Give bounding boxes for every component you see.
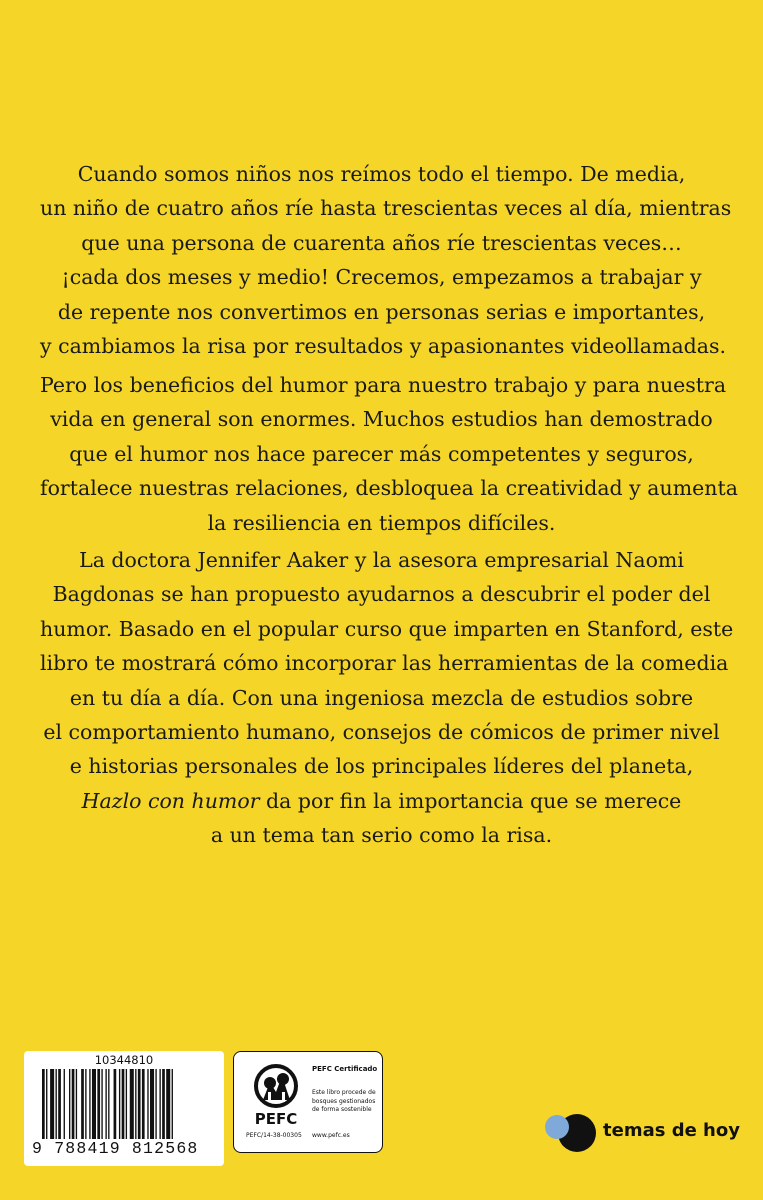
text-line: e historias personales de los principales líderes del planeta, — [69, 754, 694, 779]
barcode-bar — [50, 1069, 54, 1139]
barcode-bar — [122, 1069, 125, 1139]
barcode-bar — [89, 1069, 90, 1139]
text-line: en tu día a día. Con una ingeniosa mezcla de estudios sobre — [69, 685, 694, 710]
text-line: de repente nos convertimos en personas serias e importantes, — [57, 299, 706, 324]
barcode-bar — [119, 1069, 120, 1139]
barcode-bar — [76, 1069, 77, 1139]
blurb-paragraph-1 — [40, 157, 732, 363]
text-line: Pero los beneficios del humor para nuestro trabajo y para nuestra — [40, 373, 727, 397]
barcode-bar — [58, 1069, 61, 1139]
pefc-logo-text: PEFC — [254, 1110, 298, 1128]
text-line: fortalece nuestras relaciones, desbloquea la creatividad y aumenta — [40, 476, 738, 501]
barcode-bar — [147, 1069, 148, 1139]
blurb-paragraph-2 — [40, 368, 738, 540]
barcode-label — [24, 1051, 224, 1166]
barcode-bar — [114, 1069, 117, 1139]
barcode-bar — [72, 1069, 75, 1139]
barcode-bar — [166, 1069, 170, 1139]
barcode-bar — [105, 1069, 106, 1139]
text-line: Cuando somos niños nos reímos todo el tiempo. De media, — [77, 162, 686, 186]
barcode-isbn: 9 788419 812568 — [32, 1139, 199, 1158]
text-line: La doctora Jennifer Aaker y la asesora empresarial Naomi — [79, 548, 684, 572]
barcode-bar — [42, 1069, 45, 1139]
barcode-bar — [142, 1069, 145, 1139]
pefc-logo — [246, 1062, 306, 1130]
publisher-name: temas de hoy — [603, 1120, 740, 1141]
barcode-bar — [155, 1069, 156, 1139]
barcode-bar — [97, 1069, 100, 1139]
text-line: y cambiamos la risa por resultados y apasionantes videollamadas. — [40, 334, 727, 359]
barcode-bar — [126, 1069, 127, 1139]
barcode-bar — [101, 1069, 102, 1139]
text-line: que una persona de cuarenta años ríe trescientas veces… — [81, 230, 682, 255]
pefc-description: Este libro procede de bosques gestionados de forma sostenible — [312, 1089, 376, 1113]
barcode-bar — [172, 1069, 173, 1139]
barcode-bar — [46, 1069, 47, 1139]
text-line: Bagdonas se han propuesto ayudarnos a descubrir el poder del — [52, 582, 711, 607]
blurb-paragraph-3 — [40, 543, 734, 853]
barcode-bar — [150, 1069, 154, 1139]
text-line: la resiliencia en tiempos difíciles. — [207, 510, 556, 535]
text-line: ¡cada dos meses y medio! Crecemos, empezamos a trabajar y — [61, 265, 702, 290]
barcode-bar — [138, 1069, 141, 1139]
text-line: humor. Basado en el popular curso que imparten en Stanford, este — [40, 616, 734, 641]
text-line — [40, 784, 723, 818]
barcode-bar — [108, 1069, 109, 1139]
pefc-code: PEFC/14-38-00305 — [246, 1132, 302, 1139]
pefc-certified: PEFC Certificado — [312, 1065, 378, 1073]
barcode-bar — [162, 1069, 165, 1139]
barcode-bars — [42, 1069, 216, 1139]
text-line: a un tema tan serio como la risa. — [210, 823, 553, 848]
text-line: un niño de cuatro años ríe hasta trescientas veces al día, mientras — [40, 196, 732, 221]
barcode-bar — [56, 1069, 57, 1139]
barcode-bar — [85, 1069, 86, 1139]
book-title: Hazlo con humor — [81, 788, 260, 813]
publisher-logo — [541, 1113, 597, 1153]
text-line: vida en general son enormes. Muchos estudios han demostrado — [50, 407, 713, 432]
pefc-url: www.pefc.es — [312, 1132, 350, 1139]
text-line: el comportamiento humano, consejos de cómicos de primer nivel — [43, 720, 720, 745]
barcode-bar — [159, 1069, 160, 1139]
barcode-bar — [69, 1069, 70, 1139]
pefc-certification-label — [233, 1051, 383, 1153]
barcode-top-number: 10344810 — [94, 1053, 154, 1067]
text-line: libro te mostrará cómo incorporar las herramientas de la comedia — [40, 651, 729, 676]
barcode-bar — [135, 1069, 136, 1139]
text-fragment: da por fin la importancia que se merece — [259, 788, 682, 813]
barcode-bar — [92, 1069, 96, 1139]
text-line: que el humor nos hace parecer más competentes y seguros, — [69, 441, 694, 466]
barcode-bar — [81, 1069, 84, 1139]
barcode-bar — [64, 1069, 65, 1139]
barcode-bar — [130, 1069, 134, 1139]
